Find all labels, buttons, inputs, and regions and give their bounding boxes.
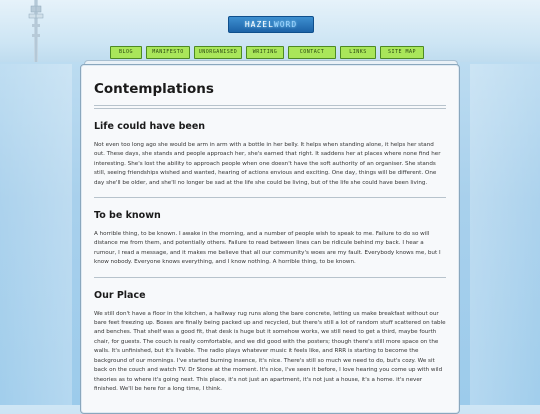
site-logo[interactable] xyxy=(228,16,314,33)
nav-writing[interactable]: WRITING xyxy=(246,46,284,59)
nav-site-map[interactable]: SITE MAP xyxy=(380,46,424,59)
nav-blog[interactable]: BLOG xyxy=(110,46,142,59)
background-glass-right xyxy=(470,64,540,405)
background-glass-left xyxy=(0,64,72,405)
post-separator xyxy=(94,277,446,278)
nav-unorganised[interactable]: UNORGANISED xyxy=(194,46,242,59)
logo-sub: WORD xyxy=(273,20,298,29)
site-header xyxy=(0,0,540,62)
main-nav xyxy=(110,46,430,58)
title-rule-second xyxy=(94,108,446,109)
post-to-be-known xyxy=(94,210,446,278)
post-heading: Our Place xyxy=(94,289,146,301)
post-our-place xyxy=(94,290,446,395)
logo-main: HAZEL xyxy=(244,20,274,29)
nav-contact[interactable]: CONTACT xyxy=(288,46,336,59)
content-panel xyxy=(80,64,460,414)
post-life-could-have-been xyxy=(94,121,446,198)
nav-links[interactable]: LINKS xyxy=(340,46,376,59)
post-body: Not even too long ago she would be arm in arm with a bottle in her belly. It helps when standing alone, it helps her stand out. These days, she stands and people approach her, she's earned that right. It saddens her at places where none find her interesting. She's lost the ability to approach people when one doesn't have the soft authority of an organiser. She stands still, seeing friendships wished and wanted, hearing of actions envious and exciting. One day, things will be different. One day she'll be older, and she'll no longer be sad at the life she could be living, but of the life she could have been living. xyxy=(94,142,441,186)
page-title: Contemplations xyxy=(94,81,214,97)
post-heading: To be known xyxy=(94,210,161,222)
nav-manifesto[interactable]: MANIFESTO xyxy=(146,46,190,59)
tower-icon xyxy=(0,0,60,62)
post-body: We still don't have a floor in the kitchen, a hallway rug runs along the bare concrete, letting us make breakfast without our bare feet freezing up. Boxes are finally being packed up and recycled, but there's still a lot of random stuff scattered on table and benches. That shelf was a good fit, that desk is huge but it somehow works, we still need to get a third, maybe fourth chair, for guests. The couch is really comfortable, and we did good with the posters; though there's still more space on the walls. It's unfinished, but it's livable. The radio plays whatever music it feels like, and RRR is starting to become the background of our mornings. I've started burning insence, it's nice. There's still so much we need to do, but's cozy. We sit back on the couch and watch TV. Dr Stone at the moment. It's nice, I've seen it before, I love hearing you come up with wild theories as to where it's going next. This place, it's not just an apartment, it's not just a house, it's a home. it's never finished. We'll be here for a long time, I think. xyxy=(94,310,446,392)
post-separator xyxy=(94,197,446,198)
post-body: A horrible thing, to be known. I awake in the morning, and a number of people wish to speak to me. Failure to do so will distance me from them, and potentially others. Failure to read between lines can be ridicule behind my back. I hear a rumour, I read a message, and it makes me believe that all our community's woes are my fault. Everybody knows me, but I know nobody. Everyone knows everything, and I know nothing. A horrible thing, to be known. xyxy=(94,231,441,266)
title-rule xyxy=(94,105,446,106)
post-heading: Life could have been xyxy=(94,121,206,132)
